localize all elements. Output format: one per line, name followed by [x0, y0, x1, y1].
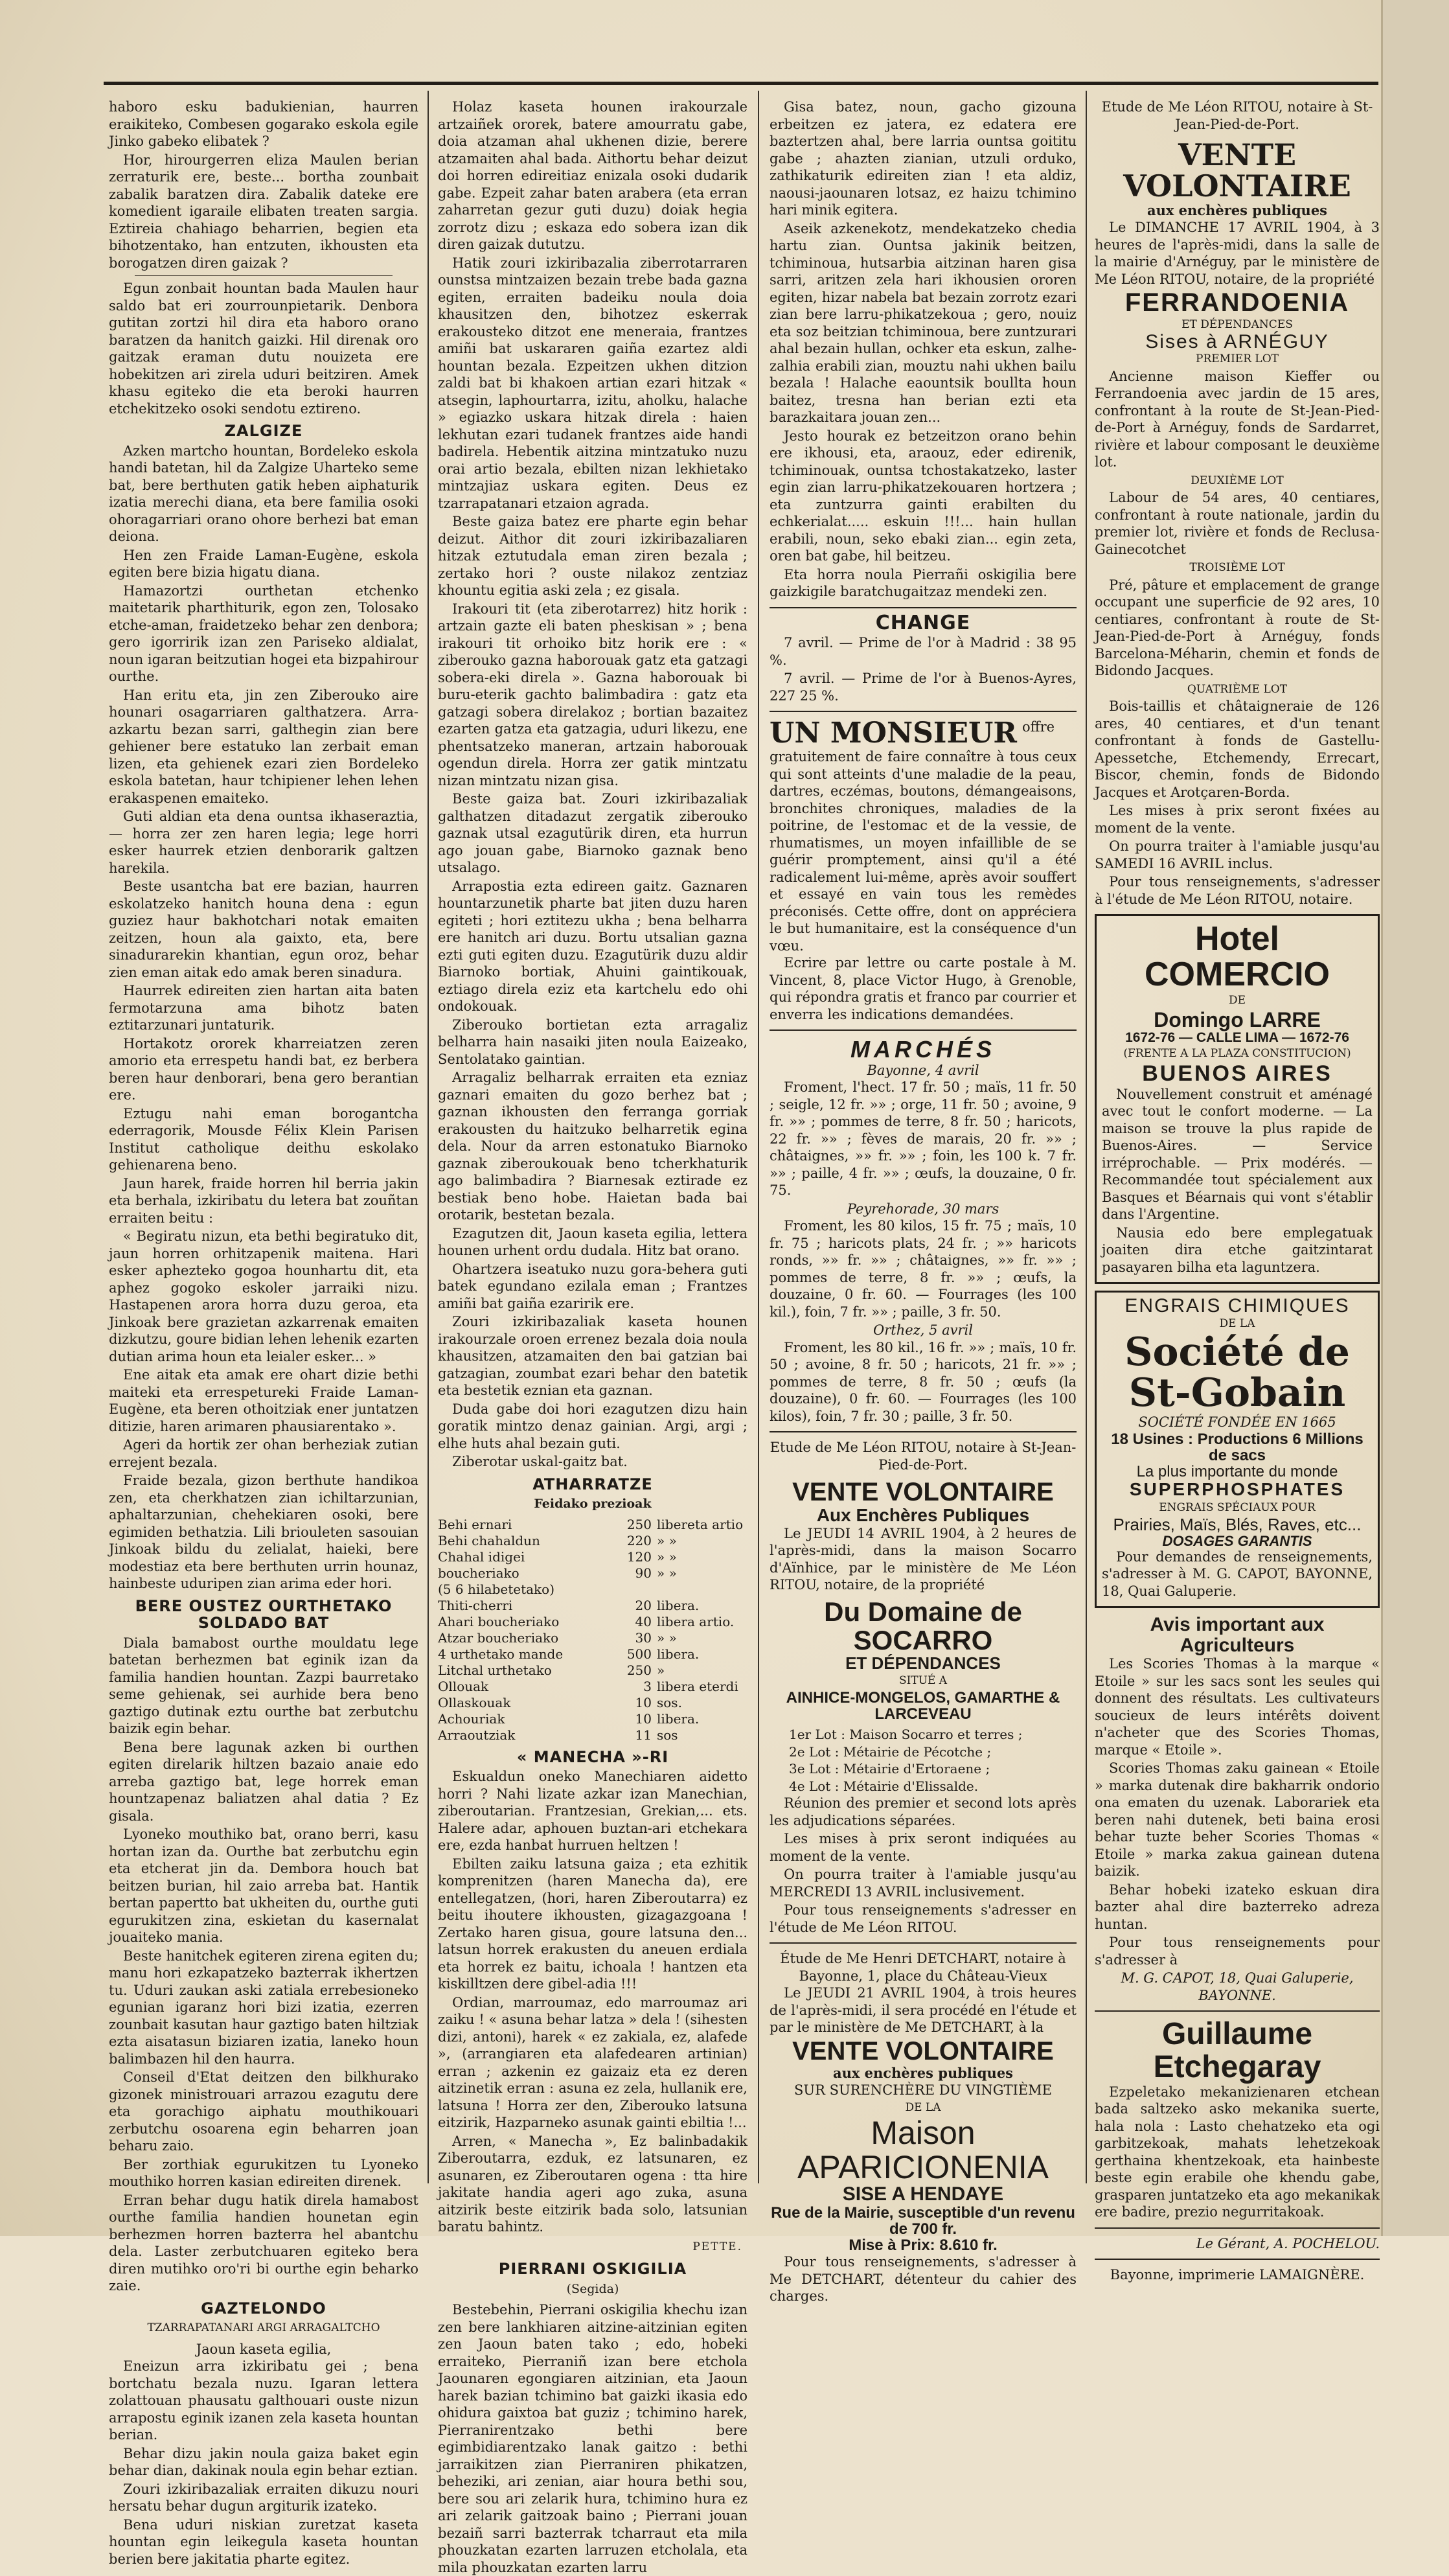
exchange-rate: 7 avril. — Prime de l'or à Buenos-Ayres, 227 25 %. [770, 671, 1077, 704]
paragraph: Holaz kaseta hounen irakourzale artzaiñek ororek, batere amourratu gabe, doia atzaman ahal ukhenen dizie, berere atzamaiten ahal bada. Aithortu behar deizut doi horren edireitiaz enizala osoki dudarik gabe. Ezpeit zahar baten arabera (eta erran zaharretan gezur guti duzu) doiak hegia zorrotz dizu ; eskaza edo sobera izan dik diren gaizak dututzu. [438, 99, 747, 252]
paragraph: « Begiratu nizun, eta bethi begiratuko dit, jaun horren orhitzapenik maitena. Hari esker aphezteko gogoa hounhartu dit, eta aphez gogoko eskoler jarraiki nizu. Hastapenen arora horra duzu geroa, eta Jinkoak bere grazietan azkarrenak emaiten dizkutzu, goure bidian lehen lehenik ezarten dutian arima houn eta leialer esker... » [109, 1228, 418, 1364]
lot-item: 3e Lot : Métairie d'Ertoraene ; [789, 1761, 990, 1777]
paragraph: Les mises à prix seront indiquées au moment de la vente. [770, 1831, 1077, 1864]
ad-subtitle: ET DÉPENDANCES [845, 1653, 1001, 1673]
price-row [438, 1517, 747, 1533]
market-heading: Bayonne, 4 avril [867, 1062, 979, 1078]
paragraph: Behar hobeki izateko eskuan dira bazter ahal dire bazterreko adreza huntan. [1095, 1881, 1380, 1932]
price-unit: sos [657, 1727, 678, 1743]
price-val: 250 [626, 1516, 652, 1532]
ad-subtitle: SUR SURENCHÈRE DU VINGTIÈME [794, 2082, 1052, 2099]
price-row [438, 1614, 747, 1630]
paragraph: Irakouri tit (eta ziberotarrez) hitz horik : artzain gazte eli baten pheskisan » ; bena irakouri tit orhoiko bitz horik ere : « ziberouko gazna haborouak gatz eta gatzagi sobera-eki direla ». Gazna haborouak bi buru-eterik gachto balimbadira : gatz eta gatzagi sobera direlakoz ; bortian bazaitez ezarten gatza eta gatzagia, uduri likezu, ene phentsatzeko maneran, artzain haborouak ogendun direla. Horra zer gatik mintzatu nizan mintzatu nizan gisa. [438, 601, 747, 788]
paragraph: Ezpeletako mekanizienaren etchean bada saltzeko asko mekanika suerte, hala nola : Lasto chehatzeko eta ogi garbitzekoak, mahats lehetzekoak gerthaina khentzekoak, eta hainbeste beste egin erabile ohe khendu gabe, grasparen juntatzeko eta ago mekanikak ere badire, prezio negurritakoak. [1095, 2084, 1380, 2220]
crop-list: Prairies, Maïs, Blés, Raves, etc... [1113, 1515, 1362, 1535]
price-item: Thiti-cherri [438, 1597, 513, 1613]
price-unit: » [657, 1662, 665, 1678]
price-item: Litchal urthetako [438, 1662, 552, 1678]
property-name: FERRANDOENIA [1124, 288, 1350, 317]
paragraph: Ber zorthiak egurukitzen tu Lyoneko mouthiko horren kasian edireiten direnek. [109, 2156, 418, 2189]
price-unit: libera. [657, 1646, 700, 1662]
paragraph: Guti aldian eta dena ountsa ikhaseraztia, — horra zer zen haren legia; lege horri esker haurrek etzien denborarik galtzen harekila. [109, 809, 418, 876]
notary-heading: Etude de Me Léon RITOU, notaire à St-Jean-Pied-de-Port. [1101, 99, 1373, 132]
price-table [438, 1517, 747, 1743]
section-heading: MARCHÉS [850, 1036, 996, 1063]
ad-title: VENTE VOLONTAIRE [792, 2036, 1054, 2065]
monsieur-ad [770, 719, 1077, 954]
price-row [438, 1598, 747, 1614]
paragraph: Hor, hirourgerren eliza Maulen berian zerraturik ere, beste... bortha zounbait zabalik baratzen dira. Zabalik dateke ere komedient igaraile elibaten treaten sargia. Eztireia chahiago beharrien, begien eta bihotzentako, han entzuten, ikhousten eta borogatzen diren gaizak ? [109, 152, 418, 271]
property-name: Maison APARICIONENIA [797, 2115, 1049, 2185]
section-heading: GAZTELONDO [201, 2299, 326, 2317]
paragraph: Eztugu nahi eman borogantcha ederragorik, Mousde Félix Klein Parisen Institut catholique deithu eskolako gehienarena beno. [109, 1105, 418, 1173]
paragraph: Ageri da hortik zer ohan berheziak zutian errejent bezala. [109, 1437, 418, 1470]
ad-title: ENGRAIS CHIMIQUES [1124, 1295, 1350, 1317]
separator [770, 1431, 1077, 1432]
market-heading: Peyrehorade, 30 mars [847, 1201, 999, 1217]
city: BUENOS AIRES [1142, 1061, 1332, 1086]
section-heading: BERE OUSTEZ OURTHETAKO SOLDADO BAT [135, 1596, 393, 1632]
section-heading: Avis important aux Agriculteurs [1150, 1614, 1325, 1656]
paragraph: Behar dizu jakin noula gaiza baket egin behar dian, dakinak noula egin behar eztian. [109, 2445, 418, 2478]
paragraph: Han eritu eta, jin zen Ziberouko aire hounari osagarriaren galthatzera. Arra-azkartu bezan sarri, galthegin zian bere gehiener bere estatuko lan zerbait eman lizen, eta gehienek ezari zien Bordeleko eskola batetan, haur tchipiener lehen lehen erakaspenen emaiteko. [109, 687, 418, 806]
price-val: 90 [635, 1565, 652, 1581]
paragraph: Pour tous renseignements, s'adresser à Me DETCHART, détenteur du cahier des charges. [770, 2254, 1077, 2305]
price-item: Behi ernari [438, 1516, 512, 1532]
paragraph: On pourra traiter à l'amiable jusqu'au MERCREDI 13 AVRIL inclusivement. [770, 1867, 1077, 1900]
price-val: 3 [643, 1678, 652, 1694]
paragraph: Beste gaiza batez ere pharte egin behar deizut. Aithor dit zouri izkiribazaliaren hitzak eztutudala eman ziren bezala ; zertako hori ? ouste nilakoz zentziaz khountu egitia aski zela ; ez gisala. [438, 514, 747, 598]
price-item: (5 6 hilabetetako) [438, 1581, 554, 1597]
section-subheading: Feidako prezioak [534, 1497, 652, 1511]
paragraph: Egun zonbait hountan bada Maulen haur saldo bat eri zourrounpietarik. Denbora gutitan zortzi hil dira eta haboro orano baratzen da hanitch gaizki. Hil direnak oro gaitzak eraman dutu nouizeta ere hobekitzen ari zirela uduri beitziren. Amek khasu egiteko die eta beroki haurren etchekitzeko osoki sendotu eztireno. [109, 281, 418, 417]
ad-text: 18 Usines : Productions 6 Millions de sacs [1111, 1430, 1363, 1464]
separator [135, 275, 393, 276]
column-divider [1086, 91, 1087, 2183]
separator [770, 711, 1077, 712]
ad-title: UN MONSIEUR [770, 717, 1017, 750]
section-heading: PIERRANI OSKIGILIA [498, 2260, 687, 2278]
paragraph: Ziberouko bortietan ezta arragaliz belharra hain nasaiki jiten noula Eaizeako, Sentolatako gaintian. [438, 1017, 747, 1067]
paragraph: Nausia edo bere emplegatuak joaiten dira etche gaitzintarat pasayaren bilha eta laguntzera. [1102, 1225, 1373, 1275]
ad-subtitle: DE LA [1219, 1317, 1255, 1330]
price-row [438, 1711, 747, 1727]
price-val: 120 [626, 1548, 652, 1565]
price-unit: libera. [657, 1597, 700, 1613]
price-row [438, 1565, 747, 1581]
starting-price: Mise à Prix: 8.610 fr. [849, 2237, 998, 2255]
manager-signature: Le Gérant, A. POCHELOU. [1196, 2235, 1380, 2251]
salutation: Jaoun kaseta egilia, [196, 2341, 332, 2357]
price-item: 4 urthetako mande [438, 1646, 564, 1662]
product-name: SUPERPHOSPHATES [1129, 1479, 1345, 1500]
price-val: 10 [635, 1694, 652, 1710]
market-heading: Orthez, 5 avril [873, 1322, 973, 1339]
price-row [438, 1581, 747, 1598]
section-subheading: TZARRAPATANARI ARGI ARRAGALTCHO [147, 2321, 380, 2334]
price-unit [652, 1581, 747, 1598]
paragraph: Pour tous renseignements, s'adresser à l'étude de Me Léon RITOU, notaire. [1095, 874, 1380, 907]
lot-heading: QUATRIÈME LOT [1187, 682, 1288, 696]
paragraph: Ziberotar uskal-gaitz bat. [452, 1454, 628, 1469]
paragraph: Réunion des premier et second lots après les adjudications séparées. [770, 1795, 1077, 1828]
lot-heading: PREMIER LOT [1196, 352, 1279, 366]
price-item: Ollouak [438, 1678, 489, 1694]
lot-text: Labour de 54 ares, 40 centiares, confrontant à route nationale, jardin du premier lot, rivière et fonds de Reclusa-Gainecotchet [1095, 490, 1380, 557]
column-2 [438, 98, 747, 2575]
location: Sises à ARNÉGUY [1145, 330, 1329, 352]
separator [770, 607, 1077, 608]
price-item: Ahari boucheriako [438, 1613, 560, 1629]
paragraph: haboro esku badukienian, haurren eraikiteko, Combesen gogarako eskola egile Jinko gabeko elibatek ? [109, 99, 418, 149]
paragraph: Ebilten zaiku latsuna gaiza ; eta ezhitik komprenitzen (haren Manecha da), ere entellegatzen, (hori, haren Ziberoutarra) ez beitu ihoutere ikhousten, gizagazgoana ! Zertako haren gisua, goure latsuna den... latsun horrek erakusten du aneuen erdiala eta horrek ez baitu, ichoala ! hantzen eta kiskilltzen dere gibel-adia !!! [438, 1856, 747, 1992]
paragraph: Ordian, marroumaz, edo marroumaz ari zaiku ! « asuna behar latza » dela ! (sihesten dizi, antoni), harek « ez zakiala, ez, alafede », (arrangiaren eta alafedearen artinian) erran ; azkenin ez gaizaiz eta ez deren aitzinetik erran : asuna ez zela, hullanik ere, latsuna ! Horra zer den, Ziberouko latsuna eitzirik, Hazparneko asunak gainti ebiltia !... [438, 1994, 747, 2130]
market-prices: Froment, l'hect. 17 fr. 50 ; maïs, 11 fr. 50 ; seigle, 12 fr. »» ; orge, 11 fr. 50 ; avoine, 9 fr. »» ; pommes de terre, 8 fr. 50 ; haricots, 22 fr. »» ; fèves de marais, 20 fr. »» ; châtaignes, »» fr. »» ; foin, les 100 k. 7 fr. »» ; paille, 4 fr. »» ; œufs, la douzaine, 0 fr. 75. [770, 1079, 1077, 1199]
notary-heading: Etude de Me Léon RITOU, notaire à St-Jean-Pied-de-Port. [770, 1440, 1077, 1473]
paragraph: Duda gabe doi hori ezagutzen dizu hain goratik mintzo denaz gainian. Argi, argi ; elhe huts ahal bezain guti. [438, 1401, 747, 1451]
paragraph: Jesto hourak ez betzeitzon orano behin ere ikhousi, eta, araouz, eder edirenik, tchiminouak, ountsa tchostakatzeko, laster egin zian larru-phikatzekouaren hortzera ; eta zuntzurra gainti erabilten du echkerialat..... eskuin !!!... hain hullan erabili, noun, seko ebaki zian... egin zeta, oren bat gabe, hil beitzeu. [770, 428, 1077, 564]
section-heading: ATHARRATZE [532, 1475, 653, 1493]
separator [1095, 2227, 1380, 2229]
market-prices: Froment, les 80 kil., 16 fr. »» ; maïs, 10 fr. 50 ; avoine, 8 fr. 50 ; haricots, 21 fr. »» ; pommes de terre, 8 fr. 50 ; œufs (la douzaine), 0 fr. 60. — Fourrages (les 100 kilos), foin, 7 fr. 30 ; paille, 3 fr. 50. [770, 1339, 1077, 1424]
paragraph: Nouvellement construit et aménagé avec tout le confort moderne. — La maison se trouve la plus rapide de Buenos-Aires. — Service irréprochable. — Prix modérés. — Recommandée tout spécialement aux Basques et Béarnais qui vont s'établir dans l'Argentine. [1102, 1086, 1373, 1223]
paragraph: Conseil d'Etat deitzen den bilkhurako gizonek ministrouari arrazou ezagutu dere eta gorachigo aiphatu mouthikouari zerbutchu osoarena egin beharren joan beharu zaio. [109, 2069, 418, 2154]
paragraph: Les Scories Thomas à la marque « Etoile » sur les sacs sont les seules qui donnent des résultats. Les cultivateurs soucieux de leurs intérêts doivent n'acheter que des Scories Thomas, marque « Etoile ». [1095, 1656, 1380, 1758]
ad-title: Guillaume Etchegaray [1153, 2017, 1321, 2084]
paragraph: Arrapostia ezta edireen gaitz. Gaznaren hountarzunetik pharte bat jiten duzu haren egiteti ; hori eztitezu ukha ; bena belharra ere hanitch ari duzu. Bortu utsalian gazna ezti guti egiten duzu. Ezagutürik duzu aldir Biarnoko bortiak, Ahuini gaintikouak, eztiago direla eziz eta kartchelu edo ohi ondokouak. [438, 878, 747, 1014]
location: AINHICE-MONGELOS, GAMARTHE & LARCEVEAU [786, 1688, 1060, 1723]
ad-subtitle: DE LA [905, 2100, 941, 2114]
ad-title: VENTE VOLONTAIRE [1123, 137, 1351, 204]
address: 1672-76 — CALLE LIMA — 1672-76 [1125, 1030, 1349, 1046]
paragraph: Beste usantcha bat ere bazian, haurren eskolatzeko hanitch houna dena : egun guziez haur bakhotchari notak emaiten zeitzen, houn ala gaixto, eta, bere sinadurarekin khantian, egun oroz, behar zien eman aitak edo amak beren sinadura. [109, 879, 418, 980]
ad-subtitle: ET DÉPENDANCES [1181, 318, 1293, 332]
lot-list [770, 1726, 1077, 1795]
price-val: 10 [635, 1710, 652, 1727]
price-item: Arraoutziak [438, 1727, 516, 1743]
price-item: Achouriak [438, 1710, 505, 1727]
ad-subtitle: ENGRAIS SPÉCIAUX POUR [1159, 1501, 1316, 1514]
price-row [438, 1695, 747, 1711]
price-val: 30 [635, 1629, 652, 1646]
price-row [438, 1630, 747, 1646]
price-val: 220 [626, 1532, 652, 1548]
lot-text: Bois-taillis et châtaigneraie de 126 ares, 40 centiares, et d'un tenant confrontant à fonds de Gastellu-Apessetche, Etchemendy, Errecart, Biscor, chemin, fonds de Bidondo Jacques et Arotçaren-Borda. [1095, 698, 1380, 800]
ad-subtitle: DE [1228, 994, 1246, 1007]
adjacent-page-edge [1381, 0, 1449, 2236]
paragraph: Ohartzera iseatuko nuzu gora-behera guti batek egundano ezilala eman ; Frantzes amiñi bat gaiña ezaririk ere. [438, 1261, 747, 1311]
paragraph: Pour tous renseignements s'adresser en l'étude de Me Léon RITOU. [770, 1902, 1077, 1935]
paragraph: Le JEUDI 14 AVRIL 1904, à 2 heures de l'après-midi, dans la maison Socarro d'Aïnhice, par le ministère de Me Léon RITOU, notaire, de la propriété [770, 1525, 1077, 1593]
ad-title: Hotel COMERCIO [1145, 920, 1330, 993]
ad-subtitle: DOSAGES GARANTIS [1162, 1532, 1312, 1549]
price-val [593, 1581, 652, 1598]
paragraph: Ezagutzen dit, Jaoun kaseta egilia, lettera hounen urhent ordu dudala. Hitz bat orano. [438, 1225, 747, 1258]
paragraph: Scories Thomas zaku gainean « Etoile » marka dutenak dire bakharrik ondorio ona ematen du uzenak. Laborariek eta beren nahi dutenek, beti baina erosi behar tuzte beher Scories Thomas « Etoile » marka zakua gainean dutena baizik. [1095, 1760, 1380, 1880]
paragraph: Le DIMANCHE 17 AVRIL 1904, à 3 heures de l'après-midi, dans la salle de la mairie d'Arnéguy, par le ministère de Me Léon RITOU, notaire, de la propriété [1095, 220, 1380, 287]
address: M. G. CAPOT, 18, Quai Galuperie, BAYONNE. [1121, 1970, 1354, 2003]
ad-text: La plus importante du monde [1136, 1462, 1338, 1480]
ad-subtitle: aux enchères publiques [832, 2064, 1014, 2081]
paragraph: Arragaliz belharrak erraiten eta ezniaz gaznari emaiten du gozo berhez bat ; gaznan ikhousten den ferranga gorriak erakousten du haitzuko belharretik egina dela. Nour da arren estonatuko Biarnoko gaznak ziberoukouak beno tcherkhaturik ago balimbadira ? Biarnesak eztirade ez bestiak beno hobe. Haietan bada bai orotarik, bestetan bezala. [438, 1070, 747, 1223]
column-4 [1095, 98, 1380, 2283]
address-detail: (FRENTE A LA PLAZA CONSTITUCION) [1123, 1047, 1351, 1061]
paragraph: Aseik azkenekotz, mendekatzeko chedia hartu zian. Ountsa jakinik beitzen, tchiminoua, hutsarbia aitzinan haren gisa sarri, aritzen zela hari ikhousien ororen egiten, hizar nabela bat bezain zorrotz ezari zian bere larru-phikatzekoua ; gero, nouiz eta soz beitzian tchiminoua, bere zuntzurari ahal bezain hullan, ochker eta eskun, zalhe-zalhia erabili zian, mouztu nahi ukhen bailu bezala ! Halache eaountsik boullta houn baitez, tresna han berian ezti eta barazkaitara jouan zen... [770, 220, 1077, 425]
price-unit: libera artio. [657, 1613, 735, 1629]
ad-subtitle: SITUÉ A [898, 1674, 948, 1688]
paragraph: Eneizun arra izkiribatu gei ; bena bortchatu bezala nuzu. Igaran lettera zolattouan phausatu galthouari ouste nizun arrapostu eginik izanen zela kaseta hountan berian. [109, 2358, 418, 2443]
price-row [438, 1679, 747, 1695]
price-val: 20 [635, 1597, 652, 1613]
paragraph: Pour tous renseignements pour s'adresser à [1095, 1935, 1380, 1968]
lot-item: 4e Lot : Métairie d'Elissalde. [789, 1778, 979, 1794]
separator [1095, 2259, 1380, 2260]
price-item: boucheriako [438, 1565, 519, 1581]
market-prices: Froment, les 80 kilos, 15 fr. 75 ; maïs, 10 fr. 75 ; haricots plats, 24 fr. ; »» haricots ronds, »» fr. »» ; châtaignes, »» fr. »» ; pommes de terre, 8 fr. »» ; œufs, la douzaine, 0 fr. 60. — Fourrages (les 100 kil.), foin, 7 fr. »» ; paille, 3 fr. 50. [770, 1218, 1077, 1320]
price-row [438, 1533, 747, 1549]
price-unit: sos. [657, 1694, 682, 1710]
separator [1095, 2010, 1380, 2012]
price-unit: » » [657, 1565, 677, 1581]
price-item: Atzar boucheriako [438, 1629, 559, 1646]
price-unit: libera eterdi [657, 1678, 738, 1694]
paragraph: Haurrek edireiten zien hartan aita baten fermotarzuna ama bihotz baten eztitarzunari juntaturik. [109, 983, 418, 1033]
signature: PETTE. [692, 2240, 742, 2253]
paragraph: Hortakotz ororek kharreiatzen zeren amorio eta errespetu handi bat, ez berbera beren haur denborari, bena gero berantian ere. [109, 1035, 418, 1103]
paragraph: Bena bere lagunak azken bi ourthen egiten direlarik hiltzen bazaio anaie edo arreba gaztigo bat, lege horrek eman hountzapenaz baliatzen ahal datia ? Ez gisala. [109, 1739, 418, 1824]
paragraph: Gisa batez, noun, gacho gizouna erbeitzen ez jatera, ez edatera ere baztertzen ahal, bere larria ountsa goititu gabe ; ahazten zianian, utzuli orduko, zathikaturik edireiten zian ! eta aldiz, naousi-jaounaren lotsaz, ez haizu tchimino hari minik egitera. [770, 99, 1077, 218]
location-detail: Rue de la Mairie, susceptible d'un revenu de 700 fr. [771, 2203, 1075, 2238]
price-val: 500 [626, 1646, 652, 1662]
price-unit: » » [657, 1629, 677, 1646]
paragraph: Bestebehin, Pierrani oskigilia khechu izan zen bere lankhiaren aitzine-aitzinian egiten zen Jaoun baten tako ; edo, hobeki erraiteko, Pierraniñ izan bere etchola Jaounaren egongiaren aitzinian, eta Jaoun harek bazian tchimino bat gaizki ikasia edo ohidura gaixtoa bat guziz ; tchimino harek, Pierranirentzako bethi bere egimbidiarentzako lanak gaitzo : bethi jarraikitzen zian Pierraniren phikatzen, beheziki, ari zenian, aiar houra bethi sou, bere sou ari zelarik hura, tchimino hura ez ari zelarik gaitzoak baino ; Pierrani jouan bezaiñ sarri bazterrak tcharraut eta mila phouzkatan ezarten larruzen etcholala, eta mila phouzkatan ezarten larru [438, 2302, 747, 2575]
paragraph: Azken martcho hountan, Bordeleko eskola handi batetan, hil da Zalgize Uharteko seme bat, bere berthuten gatik heben aiphaturik izatia merechi diana, eta bere familia osoki ohoragarriari orano ohore berhezi bat eman deiona. [109, 443, 418, 544]
price-row [438, 1727, 747, 1743]
price-val: 250 [626, 1662, 652, 1678]
owner-name: Domingo LARRE [1154, 1007, 1321, 1031]
paragraph: Bena uduri niskian zuretzat kaseta hountan egin leikegula kaseta hountan berien bere jakitatia pharte egitez. [109, 2516, 418, 2567]
price-row [438, 1662, 747, 1679]
column-1 [109, 98, 418, 2567]
price-unit: » » [657, 1548, 677, 1565]
ad-title: VENTE VOLONTAIRE [792, 1478, 1054, 1507]
paragraph: Fraide bezala, gizon berthute handikoa zen, eta cherkhatzen zian ichiltarzunian, aphaltarzunian, chehekiaren osoki, bere egimiden bethatzia. Lili briouleten sasouian Jinkoak bildu du zelialat, haieki, bere modestiaz eta bere berthuten urrin hounaz, hainbeste uduripen zian arima eder hori. [109, 1473, 418, 1591]
paragraph: Eskualdun oneko Manechiaren aidetto horri ? Nahi lizate azkar izan Manechian, ziberoutarian. Frantzesian, Grekian,... ets. Halere adar, aphouen buztan-ari etchekara ere, ezda hanbat hurruen heltzen ! [438, 1769, 747, 1853]
lot-text: Pré, pâture et emplacement de grange occupant une superficie de 92 ares, 10 centiares, confrontant à route de St-Jean-Pied-de-Port à Arnéguy, fonds Barcelona-Méharin, chemin et fonds de Bidondo Jacques. [1095, 577, 1380, 679]
hotel-comercio-ad [1095, 914, 1380, 1284]
lot-text: Ancienne maison Kieffer ou Ferrandoenia avec jardin de 15 ares, confrontant à la route de St-Jean-Pied-de-Port à Arnéguy, fonds de Sardarret, rivière et labour composant le deuxième lot. [1095, 368, 1380, 470]
ad-text: offre gratuitement de faire connaître à tous ceux qui sont atteints d'une maladie de la peau, dartres, eczémas, boutons, démangeaisons, bronchites chroniques, maladies de la poitrine, de l'estomac et de la vessie, de rhumatismes, un moyen infaillible de se guérir promptement, ainsi qu'il a été radicalement lui-même, après avoir souffert et essayé en vain tous les remèdes préconisés. Cette offre, dont on appréciera le but humanitaire, est la conséquence d'un vœu. [770, 719, 1077, 954]
printer-line: Bayonne, imprimerie LAMAIGNÈRE. [1110, 2267, 1365, 2283]
lot-heading: TROISIÈME LOT [1189, 561, 1285, 575]
company-name: Société de St-Gobain [1124, 1329, 1350, 1416]
price-item: Ollaskouak [438, 1694, 511, 1710]
paragraph: Les mises à prix seront fixées au moment de la vente. [1095, 803, 1380, 836]
separator [770, 1942, 1077, 1944]
price-unit: libera. [657, 1710, 700, 1727]
paragraph: Ene aitak eta amak ere ohart dizie bethi maiteki eta errespetureki Fraide Laman-Eugène, eta beren othoitziak ener juntatzen ditizie, haren arimaren phausiarentako ». [109, 1367, 418, 1434]
price-row [438, 1646, 747, 1662]
company-founded: SOCIÉTÉ FONDÉE EN 1665 [1138, 1414, 1336, 1431]
location: SISE A HENDAYE [842, 2183, 1004, 2205]
lot-heading: DEUXIÈME LOT [1191, 474, 1284, 487]
paragraph: Lyoneko mouthiko bat, orano berri, kasu hortan izan da. Ourthe bat zerbutchu egin eta etcherat jin da. Dembora houch bat beitzen burian, hil zaio arreba bat. Hantik bertan papertto bat ukheiten du, ourthe guti egurukitzen zina, eskietan du kasernalat jouaiteko mania. [109, 1826, 418, 1945]
price-item: Behi chahaldun [438, 1532, 540, 1548]
section-heading: « MANECHA »-RI [516, 1747, 669, 1766]
separator [770, 1029, 1077, 1031]
column-divider [758, 91, 759, 2183]
paragraph: Jaun harek, fraide horren hil berria jakin eta berhala, izkiribatu du letera bat zouñtan erraiten beitu : [109, 1175, 418, 1226]
price-val: 11 [635, 1727, 652, 1743]
top-rule [104, 82, 1378, 85]
ad-subtitle: aux enchères publiques [1147, 201, 1328, 218]
notary-heading: Étude de Me Henri DETCHART, notaire à Bayonne, 1, place du Château-Vieux [780, 1951, 1066, 1984]
paragraph: Hamazortzi ourthetan etchenko maitetarik pharthiturik, egon zen, Tolosako etche-aman, fraidetzeko behar zen denbora; gero igorririk izan zen Pariseko aldialat, noun igaran beitzutian hogei eta bizpahirour ourthe. [109, 582, 418, 684]
price-val: 40 [635, 1613, 652, 1629]
paragraph: Diala bamabost ourthe mouldatu lege batetan berhezmen bat eginik izan da familia handien hountan. Zazpi baurretako seme gehienak, sei aurhide bera beno gaztigo dutinak eztu ourthe bat zerbutchu baizik egin behar. [109, 1635, 418, 1736]
price-unit: libereta artio [657, 1516, 744, 1532]
ad-subtitle: Aux Enchères Publiques [816, 1505, 1030, 1526]
paragraph: Erran behar dugu hatik direla hamabost ourthe familia handien hounetan egin berhezmen horren bazterra hel abantchu dela. Laster zerbutchuaren egiteko bera diren mutihko oro'ri bi ourthe egin beharko zaie. [109, 2192, 418, 2294]
section-heading: ZALGIZE [224, 422, 303, 440]
paragraph: Zouri izkiribazaliak kaseta hounen irakourzale oroen errenez bezala doia noula khausitzen, atzamaiten den bai gatzian bai gatzagian, zoumbat ezari behar den batetik eta bestetik eznian eta gaznan. [438, 1314, 747, 1398]
saint-gobain-ad [1095, 1291, 1380, 1608]
paragraph: Beste hanitchek egiteren zirena egiten du; manu hori ezkapatzeko bazterrak ikhertzen tu. Uduri zaukan aski zatiala errebesioneko egunian igaranz hori bizi izatia, ezerren zounbait kasutan haur gaztigo baten hiltziak ezta aisatasun biziaren izatia, laneko houn balimbazen hil den haurra. [109, 1948, 418, 2067]
section-subheading: (Segida) [566, 2281, 619, 2296]
price-item: Chahal idigei [438, 1548, 525, 1565]
section-heading: CHANGE [875, 611, 971, 634]
exchange-rate: 7 avril. — Prime de l'or à Madrid : 38 95 %. [770, 635, 1077, 668]
paragraph: Eta horra noula Pierrañi oskigilia bere gaizkigile baratchugaitzaz mendeki zen. [770, 566, 1077, 599]
paragraph: Pour demandes de renseignements, s'adresser à M. G. CAPOT, BAYONNE, 18, Quai Galuperie. [1102, 1548, 1373, 1599]
paragraph: On pourra traiter à l'amiable jusqu'au SAMEDI 16 AVRIL inclus. [1095, 838, 1380, 871]
property-name: Du Domaine de SOCARRO [824, 1596, 1022, 1655]
price-row [438, 1549, 747, 1565]
paragraph: Beste gaiza bat. Zouri izkiribazaliak galthatzen ditadazut zergatik ziberouko gaznak utsal ezagutürik diren, eta hurrun ago jouan gabe, Biarnoko gaznak beno utsalago. [438, 791, 747, 875]
paragraph: Zouri izkiribazaliak erraiten dikuzu nouri hersatu behar dugun argiturik izateko. [109, 2481, 418, 2514]
column-3 [770, 98, 1077, 2305]
paragraph: Hen zen Fraide Laman-Eugène, eskola egiten bere bizia higatu diana. [109, 547, 418, 580]
paragraph: Ecrire par lettre ou carte postale à M. Vincent, 8, place Victor Hugo, à Grenoble, qui répondra gratis et franco par courrier et enverra les indications demandées. [770, 955, 1077, 1022]
paragraph: Le JEUDI 21 AVRIL 1904, à trois heures de l'après-midi, il sera procédé en l'étude et par le ministère de Me DETCHART, à la [770, 1985, 1077, 2036]
lot-item: 1er Lot : Maison Socarro et terres ; [789, 1727, 1023, 1743]
lot-item: 2e Lot : Métairie de Pécotche ; [789, 1743, 992, 1760]
column-divider [428, 91, 429, 2183]
paragraph: Hatik zouri izkiribazalia ziberrotarraren ounstsa mintzaizen bezain trebe bada gazna egiten, erraiten badeiku noula doia khausitzen den, bihotzez eskerrak erakousteko ditzot ene meneraia, frantzes amiñi bat uskararen gaiña ezartez aldi hountan bezala. Ezpeitzen ukhen ditzion zaldi bat bi khakoen artian ezari hitzak « atsegin, laphourtarra, izitu, aholku, halache » egiazko uskara hitzak direla : haien lekhutan ezari tudanek frantzes aide handi badirela. Hebentik aitzina mintzatuko nuzu orai artio bezala, ebilten nizan lekhietako mintzajiaz uskara egiten. Deus ez tzarrapatanari etzaion agrada. [438, 255, 747, 511]
paragraph: Arren, « Manecha », Ez balinbadakik Ziberoutarra, ezduk, ez latsunaren, ez asunaren, ez Ziberoutaren ogena : tta hire jakitate handia ageri ago zuka, asuna aitzirik beste eitzirik bada solo, latsunian baratu bahintz. [438, 2133, 747, 2235]
price-unit: » » [657, 1532, 677, 1548]
